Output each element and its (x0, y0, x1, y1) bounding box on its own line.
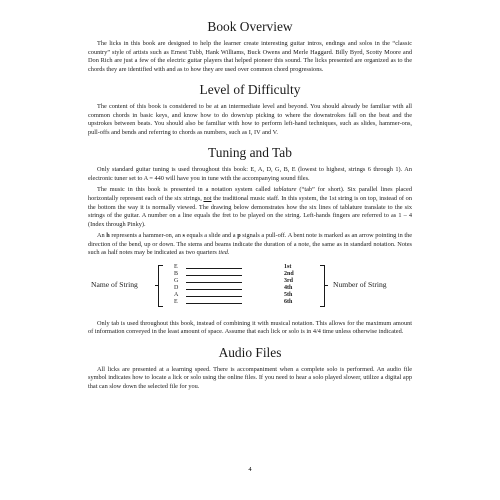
page-number: 4 (248, 466, 252, 473)
text-run: the traditional music staff. In this system, the 1st string is on top, instead of on the bottom the way it is normally viewed. The drawing below demonstrates how the six lines of tablature translate to the six strings of the guitar. A number on a line equals the fret to be played on the string. Left-hands fingers are referred to as 1 – 4 (Index through Pinky). (88, 195, 412, 228)
text-run: (“tab” for short). Six parallel lines placed horizontally represent each of the six strings, (88, 186, 413, 203)
string-letter: E (174, 263, 178, 270)
tab-line (186, 282, 242, 283)
string-letter: E (174, 298, 178, 305)
string-number: 3rd (284, 277, 293, 284)
left-bracket (158, 265, 163, 307)
difficulty-paragraph: The content of this book is considered to be at an intermediate level and beyond. You should already be familiar with all common chords in basic keys, and know how to do down/up picking to where the downstrokes fall on the beat and the upstrokes between beats. You should also be familiar with how to perform left-hand techniques, such as slides, hammer-ons, pull-offs and bends and referring to chords as numbers, such as I, IV and V. (88, 103, 412, 136)
text-run: . (227, 249, 230, 257)
tuning-paragraph-4: Only tab is used throughout this book, instead of combining it with musical notation. This allows for the maximum amount of information conveyed in the least amount of space. Assume that each lick or solo is in 4/4 time unless otherwise indicated. (88, 319, 412, 336)
emphasis-not: not (203, 195, 212, 203)
string-number: 4th (284, 284, 293, 291)
string-letter: A (174, 291, 179, 298)
bold-h: h (106, 232, 110, 240)
bold-p: p (237, 232, 241, 240)
overview-paragraph: The licks in this book are designed to help the learner create interesting guitar intros, endings and solos in the “classic country” style of artists such as Ernest Tubb, Hank Williams, Buck Owens and Merle Haggard. Billy Byrd, Scotty Moore and Don Rich are just a few of the electric guitar players that helped pioneer this sound. The licks presented are organized as to the chords they are identified with and as to how they are used over common chord progressions. (88, 40, 412, 73)
bold-s: s (182, 232, 185, 240)
text-run: equals a slide and a (184, 232, 238, 240)
text-run: signals a pull-off. A bent note is marked as an arrow pointing in the direction of the bend, up or down. The stems and beams indicate the duration of a note, the same as in standard notation. Notes such as half notes may be indicated as two quarters (88, 232, 413, 257)
number-of-string-label: Number of String (333, 279, 387, 289)
text-run: An (97, 232, 107, 240)
string-number: 2nd (284, 270, 294, 277)
string-row (174, 300, 304, 307)
emphasis-tied: tied (218, 249, 228, 257)
right-bracket-tick (324, 285, 328, 286)
string-number: 1st (284, 263, 292, 270)
tab-line (186, 289, 242, 290)
string-number: 5th (284, 291, 293, 298)
tuning-paragraph-3 (88, 232, 412, 258)
text-run: The music in this book is presented in a notation system called (97, 186, 274, 194)
audio-paragraph: All licks are presented at a learning speed. There is accompaniment when a complete solo is performed. An audio file symbol indicates how to locate a lick or solo using the online files. If you need to hear a solo played slower, utilize a digital app that can slow down the selected file for you. (88, 365, 412, 391)
tab-string-diagram (88, 262, 412, 310)
heading-book-overview: Book Overview (207, 19, 293, 34)
string-letter: D (174, 284, 179, 291)
tuning-paragraph-1: Only standard guitar tuning is used throughout this book: E, A, D, G, B, E (lowest to highest, strings 6 through 1). An electronic tuner set to A = 440 will have you in tune with the accompanying sound files. (88, 166, 412, 182)
emphasis-tablature: tablature (273, 186, 297, 194)
string-number: 6th (284, 298, 293, 305)
string-letter: B (174, 270, 179, 277)
heading-level-of-difficulty: Level of Difficulty (199, 82, 301, 98)
heading-tuning-and-tab: Tuning and Tab (208, 145, 292, 161)
heading-audio-files: Audio Files (218, 344, 282, 360)
text-run: represents a hammer-on, an (109, 232, 183, 240)
name-of-string-label: Name of String (91, 279, 138, 289)
tab-line (186, 296, 242, 297)
tab-line (186, 275, 242, 276)
string-letter: G (174, 277, 179, 284)
tuning-paragraph-2 (88, 186, 412, 229)
tab-line (186, 303, 242, 304)
tab-line (186, 268, 242, 269)
right-bracket (320, 265, 325, 307)
